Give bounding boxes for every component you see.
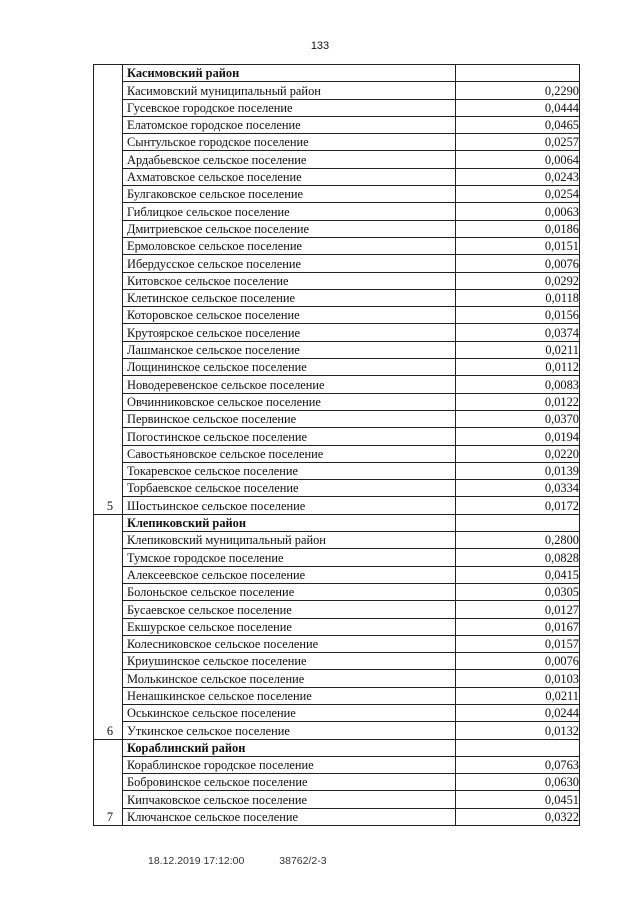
coefficient-value: 0,0305: [456, 583, 580, 600]
allocation-table: [93, 64, 580, 826]
settlement-name: Первинское сельское поселение: [123, 410, 456, 427]
settlement-name: Тумское городское поселение: [123, 549, 456, 566]
coefficient-value: 0,0064: [456, 151, 580, 168]
coefficient-value: 0,0156: [456, 307, 580, 324]
settlement-name: Молькинское сельское поселение: [123, 670, 456, 687]
table-row: [94, 756, 580, 773]
settlement-name: Клепиковский муниципальный район: [123, 532, 456, 549]
coefficient-value: 0,0167: [456, 618, 580, 635]
table-row: [94, 289, 580, 306]
settlement-name: Лощининское сельское поселение: [123, 359, 456, 376]
coefficient-value: 0,0243: [456, 168, 580, 185]
coefficient-value: 0,0763: [456, 756, 580, 773]
settlement-name: Бусаевское сельское поселение: [123, 601, 456, 618]
table-row: [94, 341, 580, 358]
settlement-name: Ардабьевское сельское поселение: [123, 151, 456, 168]
footer-document-id: 38762/2-3: [279, 855, 327, 867]
table-row: [94, 255, 580, 272]
settlement-name: Оськинское сельское поселение: [123, 704, 456, 721]
coefficient-value: 0,0370: [456, 410, 580, 427]
settlement-name: Колесниковское сельское поселение: [123, 635, 456, 652]
table-row: [94, 307, 580, 324]
settlement-name: Екшурское сельское поселение: [123, 618, 456, 635]
coefficient-value: 0,0292: [456, 272, 580, 289]
coefficient-value: 0,0172: [456, 497, 580, 514]
table-row: [94, 168, 580, 185]
coefficient-value: 0,0083: [456, 376, 580, 393]
district-name: Касимовский район: [123, 65, 456, 82]
coefficient-value: 0,0415: [456, 566, 580, 583]
table-row: [94, 272, 580, 289]
settlement-name: Лашманское сельское поселение: [123, 341, 456, 358]
district-header-row: [94, 514, 580, 531]
table-row: [94, 410, 580, 427]
table-row: [94, 497, 580, 514]
table-row: [94, 722, 580, 739]
settlement-name: Ключанское сельское поселение: [123, 808, 456, 825]
coefficient-value: 0,0465: [456, 116, 580, 133]
district-number: 7: [94, 739, 123, 825]
coefficient-value: 0,0194: [456, 428, 580, 445]
district-number: 6: [94, 514, 123, 739]
district-value-empty: [456, 514, 580, 531]
table-row: [94, 186, 580, 203]
table-row: [94, 393, 580, 410]
table-row: [94, 653, 580, 670]
coefficient-value: 0,0630: [456, 774, 580, 791]
coefficient-value: 0,0076: [456, 653, 580, 670]
settlement-name: Болоньское сельское поселение: [123, 583, 456, 600]
settlement-name: Елатомское городское поселение: [123, 116, 456, 133]
settlement-name: Шостьинское сельское поселение: [123, 497, 456, 514]
coefficient-value: 0,0451: [456, 791, 580, 808]
coefficient-value: 0,0139: [456, 462, 580, 479]
coefficient-value: 0,0334: [456, 480, 580, 497]
settlement-name: Погостинское сельское поселение: [123, 428, 456, 445]
district-value-empty: [456, 65, 580, 82]
coefficient-value: 0,0211: [456, 341, 580, 358]
table-row: [94, 566, 580, 583]
settlement-name: Гусевское городское поселение: [123, 99, 456, 116]
table-row: [94, 774, 580, 791]
table-row: [94, 618, 580, 635]
table-row: [94, 670, 580, 687]
settlement-name: Ненашкинское сельское поселение: [123, 687, 456, 704]
coefficient-value: 0,2290: [456, 82, 580, 99]
table-row: [94, 359, 580, 376]
coefficient-value: 0,0132: [456, 722, 580, 739]
coefficient-value: 0,0828: [456, 549, 580, 566]
table-row: [94, 549, 580, 566]
table-row: [94, 151, 580, 168]
settlement-name: Гиблицкое сельское поселение: [123, 203, 456, 220]
footer-timestamp: 18.12.2019 17:12:00: [148, 855, 245, 867]
footer: [148, 855, 327, 867]
coefficient-value: 0,0076: [456, 255, 580, 272]
coefficient-value: 0,0127: [456, 601, 580, 618]
table-row: [94, 134, 580, 151]
district-header-row: [94, 739, 580, 756]
settlement-name: Ибердусское сельское поселение: [123, 255, 456, 272]
table-row: [94, 462, 580, 479]
settlement-name: Кипчаковское сельское поселение: [123, 791, 456, 808]
settlement-name: Криушинское сельское поселение: [123, 653, 456, 670]
coefficient-value: 0,0220: [456, 445, 580, 462]
table-row: [94, 324, 580, 341]
table-row: [94, 791, 580, 808]
settlement-name: Булгаковское сельское поселение: [123, 186, 456, 203]
coefficient-value: 0,0257: [456, 134, 580, 151]
coefficient-value: 0,0157: [456, 635, 580, 652]
settlement-name: Савостьяновское сельское поселение: [123, 445, 456, 462]
settlement-name: Уткинское сельское поселение: [123, 722, 456, 739]
table-row: [94, 532, 580, 549]
table-row: [94, 704, 580, 721]
coefficient-value: 0,0122: [456, 393, 580, 410]
table-row: [94, 237, 580, 254]
coefficient-value: 0,2800: [456, 532, 580, 549]
table-row: [94, 220, 580, 237]
coefficient-value: 0,0374: [456, 324, 580, 341]
coefficient-value: 0,0254: [456, 186, 580, 203]
settlement-name: Китовское сельское поселение: [123, 272, 456, 289]
district-name: Клепиковский район: [123, 514, 456, 531]
coefficient-value: 0,0444: [456, 99, 580, 116]
table-row: [94, 116, 580, 133]
table-row: [94, 82, 580, 99]
coefficient-value: 0,0186: [456, 220, 580, 237]
table-row: [94, 428, 580, 445]
settlement-name: Ермоловское сельское поселение: [123, 237, 456, 254]
coefficient-value: 0,0063: [456, 203, 580, 220]
district-name: Кораблинский район: [123, 739, 456, 756]
settlement-name: Торбаевское сельское поселение: [123, 480, 456, 497]
district-number: 5: [94, 65, 123, 515]
settlement-name: Алексеевское сельское поселение: [123, 566, 456, 583]
allocation-table-body: [94, 65, 580, 826]
table-row: [94, 687, 580, 704]
table-row: [94, 99, 580, 116]
settlement-name: Токаревское сельское поселение: [123, 462, 456, 479]
settlement-name: Дмитриевское сельское поселение: [123, 220, 456, 237]
coefficient-value: 0,0211: [456, 687, 580, 704]
settlement-name: Ахматовское сельское поселение: [123, 168, 456, 185]
district-header-row: [94, 65, 580, 82]
table-row: [94, 203, 580, 220]
coefficient-value: 0,0112: [456, 359, 580, 376]
coefficient-value: 0,0118: [456, 289, 580, 306]
coefficient-value: 0,0151: [456, 237, 580, 254]
district-value-empty: [456, 739, 580, 756]
table-row: [94, 808, 580, 825]
settlement-name: Сынтульское городское поселение: [123, 134, 456, 151]
settlement-name: Крутоярское сельское поселение: [123, 324, 456, 341]
coefficient-value: 0,0244: [456, 704, 580, 721]
settlement-name: Клетинское сельское поселение: [123, 289, 456, 306]
coefficient-value: 0,0322: [456, 808, 580, 825]
settlement-name: Новодеревенское сельское поселение: [123, 376, 456, 393]
settlement-name: Которовское сельское поселение: [123, 307, 456, 324]
table-row: [94, 480, 580, 497]
settlement-name: Касимовский муниципальный район: [123, 82, 456, 99]
settlement-name: Кораблинское городское поселение: [123, 756, 456, 773]
page-number: 133: [310, 40, 330, 52]
table-row: [94, 583, 580, 600]
settlement-name: Овчинниковское сельское поселение: [123, 393, 456, 410]
table-row: [94, 601, 580, 618]
settlement-name: Бобровинское сельское поселение: [123, 774, 456, 791]
table-row: [94, 445, 580, 462]
table-row: [94, 635, 580, 652]
table-row: [94, 376, 580, 393]
coefficient-value: 0,0103: [456, 670, 580, 687]
